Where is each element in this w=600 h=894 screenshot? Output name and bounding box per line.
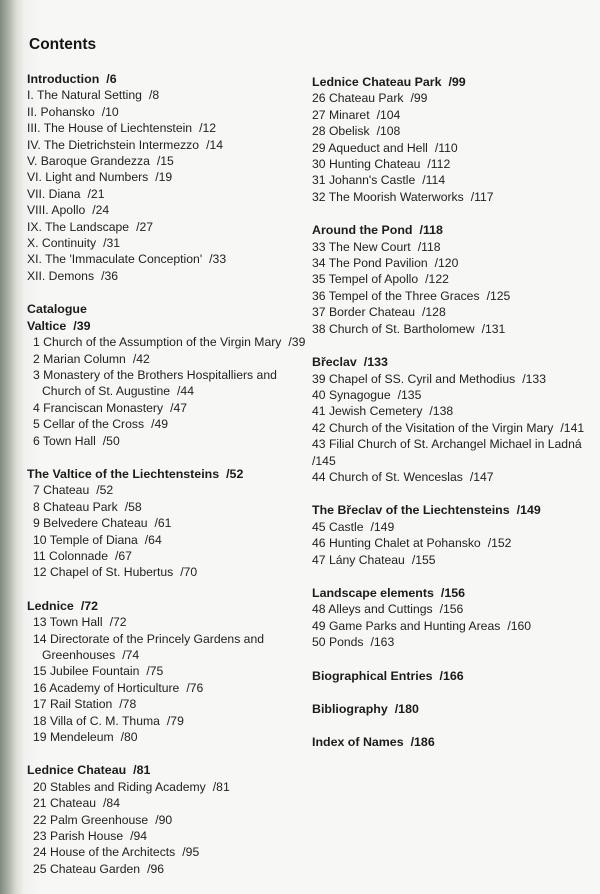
- toc-section-index-of-names: [312, 734, 592, 750]
- entry-title: 43 Filial Church of St. Archangel Michael in Ladná: [312, 437, 582, 452]
- entry-title: 18 Villa of C. M. Thuma: [33, 713, 160, 728]
- entry-page-number: /80: [120, 730, 138, 745]
- toc-entry: [27, 844, 302, 860]
- entry-title: III. The House of Liechtenstein: [27, 121, 193, 136]
- toc-entry: [312, 519, 592, 535]
- entry-page-number: /155: [411, 552, 436, 567]
- section-title: Valtice: [27, 318, 67, 333]
- toc-section-heading: [27, 318, 302, 334]
- entry-title: 4 Franciscan Monastery: [33, 400, 164, 415]
- toc-entry: [27, 696, 302, 712]
- toc-entry: [27, 564, 302, 580]
- entry-title: 7 Chateau: [33, 483, 90, 498]
- entry-page-number: /122: [425, 272, 449, 287]
- entry-page-number: /44: [177, 384, 194, 399]
- entry-page-number: /49: [151, 417, 169, 432]
- entry-title: 21 Chateau: [33, 796, 97, 811]
- entry-page-number: /149: [370, 519, 395, 534]
- toc-section-heading: [312, 502, 592, 518]
- entry-page-number: /21: [87, 186, 105, 201]
- entry-page-number: /120: [434, 256, 459, 271]
- entry-page-number: /67: [115, 548, 132, 563]
- section-page-number: /81: [133, 763, 151, 778]
- entry-title: 3 Monastery of the Brothers Hospitalliers and: [33, 367, 277, 382]
- entry-title: II. Pohansko: [27, 104, 95, 119]
- entry-title: 30 Hunting Chateau: [312, 157, 421, 172]
- section-page-number: /39: [73, 318, 91, 333]
- toc-section-landscape-elements: [312, 585, 592, 651]
- toc-entry: [312, 271, 592, 287]
- entry-page-number: /75: [146, 664, 164, 679]
- entry-title: Greenhouses: [42, 648, 116, 662]
- entry-title: 26 Chateau Park: [312, 91, 404, 106]
- toc-entry: [312, 436, 592, 452]
- entry-title: 42 Church of the Visitation of the Virgin Mary: [312, 420, 554, 435]
- toc-section-heading: [312, 222, 592, 238]
- entry-title: 28 Obelisk: [312, 124, 370, 139]
- entry-title: VI. Light and Numbers: [27, 170, 149, 185]
- section-title: Lednice Chateau: [27, 763, 127, 778]
- entry-title: /145: [312, 453, 336, 468]
- entry-page-number: /95: [182, 845, 200, 860]
- toc-entry: [27, 828, 302, 844]
- toc-section-heading: [312, 74, 592, 90]
- toc-entry: [27, 219, 302, 235]
- toc-section-heading: [312, 701, 592, 717]
- toc-entry: [312, 255, 592, 271]
- toc-entry: [27, 532, 302, 548]
- toc-entry: [27, 251, 302, 267]
- entry-page-number: /133: [522, 371, 546, 386]
- entry-page-number: /104: [376, 107, 401, 122]
- toc-section-around-the-pond: [312, 222, 592, 337]
- toc-entry: [27, 235, 302, 251]
- entry-page-number: /78: [119, 697, 137, 712]
- entry-title: 16 Academy of Horticulture: [33, 680, 180, 695]
- entry-title: IX. The Landscape: [27, 219, 130, 234]
- section-title: Biographical Entries: [312, 668, 433, 683]
- toc-entry: [27, 515, 302, 531]
- section-title: The Břeclav of the Liechtensteins: [312, 503, 510, 518]
- toc-section-bibliography: [312, 701, 592, 717]
- toc-entry: [27, 433, 302, 449]
- toc-entry: [312, 618, 592, 634]
- toc-entry: [27, 202, 302, 218]
- entry-page-number: /31: [103, 236, 121, 251]
- entry-page-number: /90: [155, 812, 173, 827]
- section-page-number: /99: [448, 75, 466, 89]
- entry-title: 5 Cellar of the Cross: [33, 417, 145, 432]
- toc-entry: [27, 812, 302, 828]
- entry-title: 9 Belvedere Chateau: [33, 516, 148, 531]
- entry-page-number: /15: [156, 154, 174, 169]
- entry-page-number: /33: [209, 252, 227, 267]
- page-title: Contents: [29, 36, 97, 53]
- toc-entry: [312, 601, 592, 617]
- entry-title: IV. The Dietrichstein Intermezzo: [27, 137, 200, 152]
- toc-section-heading: [312, 585, 592, 601]
- toc-section-the-breclav-of-the-liechtensteins: [312, 502, 592, 568]
- toc-section-valtice: [27, 301, 306, 449]
- entry-title: VIII. Apollo: [27, 203, 86, 218]
- entry-page-number: /74: [122, 648, 140, 662]
- entry-page-number: /12: [199, 121, 217, 136]
- toc-entry: [312, 469, 592, 485]
- entry-title: 11 Colonnade: [33, 548, 108, 563]
- section-page-number: /72: [80, 598, 99, 613]
- section-title: Bibliography: [312, 702, 388, 716]
- entry-title: 6 Town Hall: [33, 433, 96, 448]
- toc-section-heading: [27, 598, 302, 614]
- entry-title: 47 Lány Chateau: [312, 552, 405, 567]
- entry-page-number: /99: [410, 91, 428, 106]
- entry-title: 44 Church of St. Wenceslas: [312, 469, 463, 484]
- entry-title: 32 The Moorish Waterworks: [312, 189, 464, 204]
- entry-page-number: /94: [130, 829, 148, 844]
- entry-page-number: /147: [469, 469, 494, 484]
- toc-entry: [27, 104, 302, 120]
- entry-title: 17 Rail Station: [33, 697, 113, 712]
- toc-entry: [27, 631, 302, 647]
- toc-entry: [312, 123, 592, 139]
- entry-page-number: /70: [180, 565, 198, 580]
- entry-page-number: /76: [186, 680, 204, 695]
- right-column: [312, 74, 592, 768]
- toc-entry: [27, 482, 302, 498]
- entry-title: 45 Castle: [312, 519, 364, 534]
- entry-page-number: /61: [154, 516, 172, 531]
- section-page-number: /180: [394, 702, 419, 716]
- toc-entry: [312, 453, 592, 469]
- entry-page-number: /19: [155, 170, 173, 185]
- section-page-number: /156: [440, 585, 466, 600]
- entry-page-number: /114: [422, 173, 446, 188]
- entry-page-number: /112: [427, 157, 451, 172]
- toc-entry: [312, 107, 592, 123]
- toc-entry: [27, 400, 302, 416]
- entry-title: 20 Stables and Riding Academy: [33, 779, 206, 794]
- entry-title: VII. Diana: [27, 186, 81, 201]
- section-page-number: /149: [516, 503, 541, 518]
- toc-entry: [27, 861, 302, 877]
- entry-page-number: /36: [101, 268, 119, 283]
- entry-title: I. The Natural Setting: [27, 88, 142, 103]
- entry-title: 24 House of the Architects: [33, 845, 176, 860]
- entry-page-number: /52: [96, 483, 114, 498]
- toc-entry: [27, 663, 302, 679]
- entry-title: XI. The 'Immaculate Conception': [27, 252, 203, 267]
- entry-title: 46 Hunting Chalet at Pohansko: [312, 536, 481, 551]
- toc-entry: [27, 680, 302, 696]
- entry-page-number: /42: [132, 351, 150, 366]
- toc-entry: [312, 403, 592, 419]
- toc-entry: [312, 189, 592, 205]
- toc-entry: [312, 156, 592, 172]
- section-title: Around the Pond: [312, 223, 413, 238]
- entry-title: XII. Demons: [27, 268, 95, 283]
- entry-title: 29 Aqueduct and Hell: [312, 140, 428, 155]
- left-column: [27, 71, 306, 894]
- entry-page-number: /10: [101, 104, 119, 119]
- toc-entry: [27, 499, 302, 515]
- entry-title: 23 Parish House: [33, 829, 124, 844]
- toc-entry: [27, 334, 306, 350]
- entry-page-number: /39: [288, 335, 306, 350]
- entry-title: 39 Chapel of SS. Cyril and Methodius: [312, 371, 516, 386]
- entry-title: 31 Johann's Castle: [312, 173, 416, 188]
- toc-entry: [27, 795, 302, 811]
- toc-section-lednice-chateau-park: [312, 74, 592, 205]
- toc-section-breclav: [312, 354, 592, 485]
- toc-section-the-valtice-of-the-liechtensteins: [27, 466, 302, 581]
- toc-entry: [312, 552, 592, 568]
- entry-page-number: /108: [376, 124, 401, 139]
- toc-section-heading: [312, 734, 592, 750]
- section-title: Introduction: [27, 72, 100, 86]
- entry-title: 35 Tempel of Apollo: [312, 272, 419, 287]
- entry-page-number: /72: [109, 615, 127, 630]
- toc-entry: [27, 153, 302, 169]
- entry-page-number: /79: [166, 713, 184, 728]
- toc-entry: [312, 288, 592, 304]
- entry-title: 36 Tempel of the Three Graces: [312, 288, 480, 303]
- section-title: Lednice Chateau Park: [312, 75, 442, 89]
- toc-entry: [312, 239, 592, 255]
- toc-entry: [312, 140, 592, 156]
- toc-entry: [312, 90, 592, 106]
- entry-page-number: /138: [429, 404, 454, 419]
- entry-title: 49 Game Parks and Hunting Areas: [312, 618, 501, 633]
- section-page-number: /52: [226, 466, 244, 481]
- toc-entry: [27, 779, 302, 795]
- entry-page-number: /50: [102, 433, 120, 448]
- toc-section-heading: [27, 71, 302, 87]
- entry-title: 15 Jubilee Fountain: [33, 664, 140, 679]
- toc-entry: [27, 647, 302, 663]
- entry-page-number: /64: [144, 532, 162, 547]
- section-page-number: /6: [106, 72, 117, 86]
- toc-section-heading: [312, 668, 592, 684]
- entry-title: X. Continuity: [27, 236, 97, 251]
- entry-page-number: /84: [103, 796, 120, 811]
- toc-entry: [27, 120, 302, 136]
- toc-entry: [27, 729, 302, 745]
- toc-entry: [312, 321, 592, 337]
- toc-entry: [312, 634, 592, 650]
- entry-title: 38 Church of St. Bartholomew: [312, 321, 475, 336]
- toc-entry: [312, 420, 592, 436]
- entry-title: 12 Chapel of St. Hubertus: [33, 565, 174, 580]
- entry-title: 25 Chateau Garden: [33, 861, 141, 876]
- entry-title: 37 Border Chateau: [312, 305, 415, 320]
- entry-page-number: /135: [397, 387, 422, 402]
- entry-page-number: /117: [470, 189, 494, 204]
- toc-entry: [27, 713, 302, 729]
- section-title: The Valtice of the Liechtensteins: [27, 466, 220, 481]
- toc-entry: [312, 172, 592, 188]
- entry-page-number: /141: [560, 420, 585, 435]
- entry-page-number: /47: [170, 400, 188, 415]
- section-title: Landscape elements: [312, 585, 434, 600]
- toc-entry: [27, 548, 302, 564]
- toc-section-heading: [27, 466, 302, 482]
- entry-title: 40 Synagogue: [312, 387, 391, 402]
- entry-title: 14 Directorate of the Princely Gardens and: [33, 631, 265, 646]
- toc-entry: [312, 371, 592, 387]
- toc-entry: [27, 169, 302, 185]
- toc-section-biographical-entries: [312, 668, 592, 684]
- entry-title: V. Baroque Grandezza: [27, 154, 150, 169]
- entry-title: Church of St. Augustine: [42, 384, 171, 399]
- toc-entry: [27, 186, 302, 202]
- toc-entry: [27, 416, 302, 432]
- entry-title: 34 The Pond Pavilion: [312, 256, 428, 271]
- entry-page-number: /128: [422, 305, 446, 320]
- entry-title: 22 Palm Greenhouse: [33, 812, 149, 827]
- toc-entry: [27, 367, 302, 383]
- entry-title: 27 Minaret: [312, 107, 370, 122]
- entry-page-number: /163: [370, 635, 395, 650]
- toc-entry: [27, 87, 302, 103]
- section-title: Lednice: [27, 598, 74, 613]
- toc-section-heading: [27, 762, 302, 778]
- entry-page-number: /118: [417, 239, 441, 254]
- entry-page-number: /156: [439, 602, 464, 617]
- entry-title: 1 Church of the Assumption of the Virgin Mary: [33, 335, 282, 350]
- section-page-number: /186: [410, 735, 435, 750]
- entry-title: 2 Marian Column: [33, 351, 126, 366]
- entry-page-number: /14: [206, 137, 224, 152]
- entry-title: 10 Temple of Diana: [33, 532, 138, 547]
- entry-title: 8 Chateau Park: [33, 499, 118, 514]
- entry-page-number: /125: [486, 288, 511, 303]
- entry-page-number: /96: [147, 861, 165, 876]
- entry-page-number: /8: [148, 88, 160, 103]
- entry-page-number: /152: [487, 536, 512, 551]
- entry-title: 33 The New Court: [312, 239, 411, 254]
- toc-entry: [312, 304, 592, 320]
- entry-page-number: /110: [434, 140, 458, 155]
- toc-entry: [312, 387, 592, 403]
- entry-page-number: /27: [136, 219, 154, 234]
- entry-page-number: /131: [481, 321, 506, 336]
- entry-title: 19 Mendeleum: [33, 730, 114, 745]
- toc-section-heading: [312, 354, 592, 370]
- toc-entry: [312, 535, 592, 551]
- entry-title: 48 Alleys and Cuttings: [312, 602, 433, 617]
- section-page-number: /118: [419, 223, 443, 238]
- entry-title: 41 Jewish Cemetery: [312, 404, 423, 419]
- section-page-number: /133: [363, 355, 388, 370]
- toc-entry: [27, 383, 302, 399]
- toc-entry: [27, 351, 302, 367]
- entry-title: 13 Town Hall: [33, 615, 103, 630]
- entry-page-number: /24: [92, 203, 110, 218]
- toc-section-lednice-chateau: [27, 762, 302, 877]
- toc-entry: [27, 137, 302, 153]
- toc-entry: [27, 268, 302, 284]
- entry-page-number: /160: [507, 618, 532, 633]
- toc-entry: [27, 614, 302, 630]
- entry-page-number: /81: [212, 779, 230, 794]
- section-title: Břeclav: [312, 355, 357, 370]
- entry-page-number: /58: [124, 499, 142, 514]
- section-page-number: /166: [439, 668, 464, 683]
- entry-title: 50 Ponds: [312, 635, 364, 650]
- toc-section-lednice: [27, 598, 302, 746]
- toc-subheading: Catalogue: [27, 302, 87, 317]
- toc-section-introduction: [27, 71, 302, 284]
- section-title: Index of Names: [312, 735, 404, 750]
